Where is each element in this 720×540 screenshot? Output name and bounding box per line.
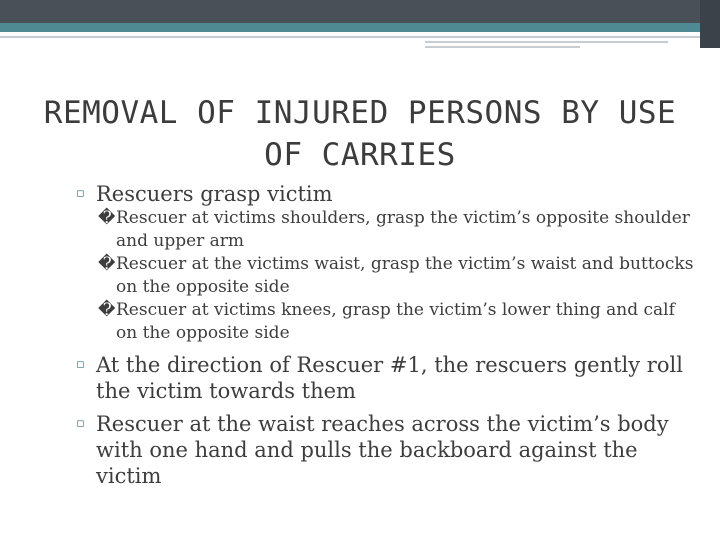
slide-title: REMOVAL OF INJURED PERSONS BY USE OF CARRIES <box>43 95 677 173</box>
bullet-text: At the direction of Rescuer #1, the rescuers gently roll the victim towards them <box>96 353 683 403</box>
header-rule <box>425 46 580 48</box>
bullet-marker-icon: ▫ <box>76 416 85 431</box>
sub-bullet-text: Rescuer at victims knees, grasp the victim’s lower thing and calf on the opposite side <box>116 300 675 343</box>
bullet-marker-icon: ▫ <box>76 186 85 201</box>
bullet-item <box>76 411 696 489</box>
bullet-text: Rescuers grasp victim <box>96 182 333 206</box>
header-band-teal <box>0 23 700 32</box>
bullet-marker-icon: ▫ <box>76 357 85 372</box>
header-rule <box>425 41 668 43</box>
sub-bullet-text: Rescuer at victims shoulders, grasp the victim’s opposite shoulder and upper arm <box>116 208 690 251</box>
sub-bullet-marker-icon: � <box>98 254 116 274</box>
header-rule <box>0 36 700 38</box>
sub-bullet-item <box>76 207 696 253</box>
sub-bullet-item <box>76 253 696 299</box>
sub-bullet-text: Rescuer at the victims waist, grasp the victim’s waist and buttocks on the opposite side <box>116 254 694 297</box>
bullet-item <box>76 181 696 207</box>
header-band-dark <box>0 0 720 23</box>
slide-body <box>76 181 696 489</box>
header-band-corner <box>700 0 720 48</box>
sub-bullet-item <box>76 299 696 345</box>
sub-bullet-marker-icon: � <box>98 208 116 228</box>
bullet-text: Rescuer at the waist reaches across the victim’s body with one hand and pulls the backboard against the victim <box>96 412 669 488</box>
bullet-item <box>76 352 696 404</box>
sub-bullet-marker-icon: � <box>98 300 116 320</box>
